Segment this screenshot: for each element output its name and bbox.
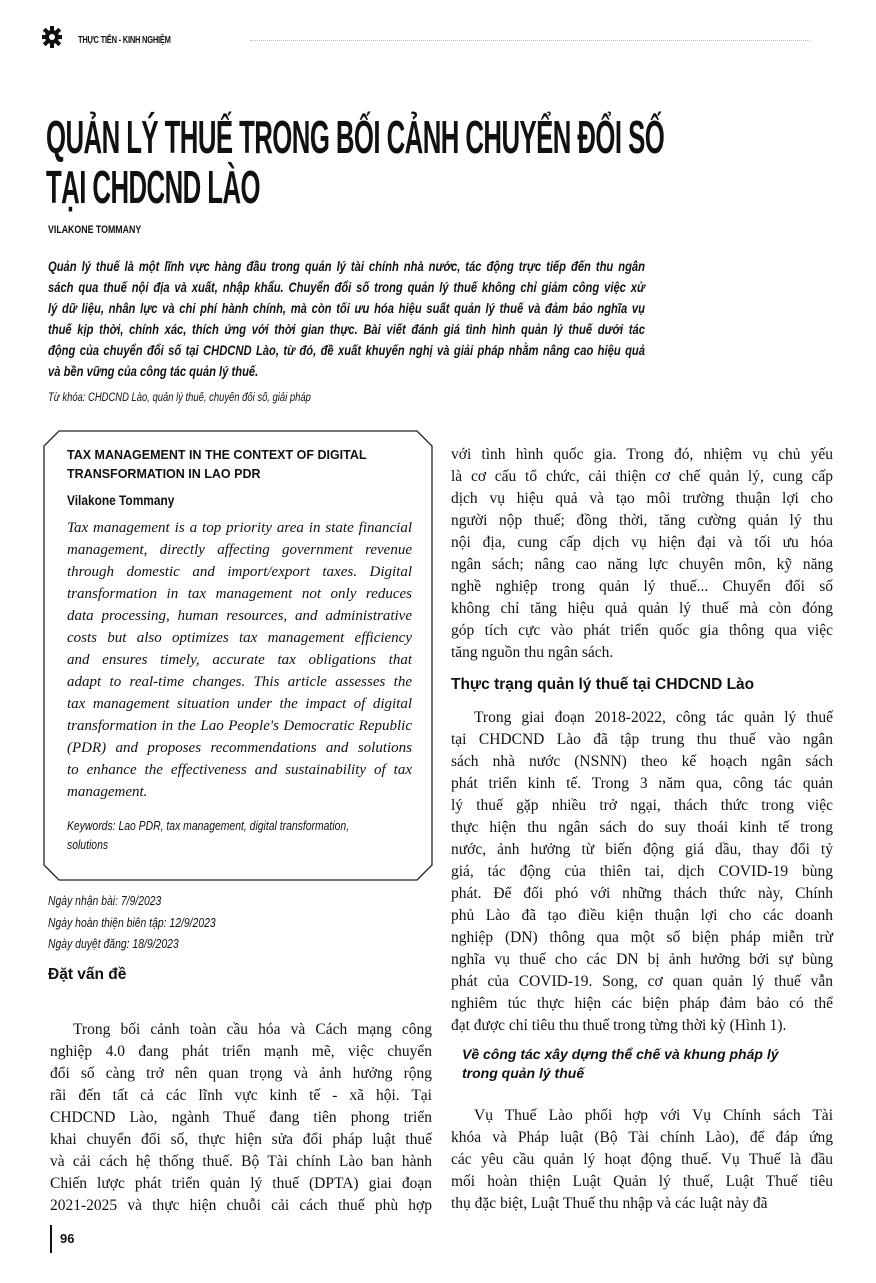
body-line: 2021-2025 và thực hiện chuỗi cải cách thuế phù hợp bbox=[50, 1197, 432, 1214]
section-heading-dat-van-de: Đặt vấn đề bbox=[48, 966, 127, 983]
body-paragraph bbox=[451, 707, 833, 1037]
body-line: Trong bối cảnh toàn cầu hóa và Cách mạng công bbox=[73, 1021, 432, 1038]
body-line: nghề nghiệp trong quản lý thuế... Chuyển đổi số bbox=[451, 578, 833, 595]
english-abstract-line: Tax management is a top priority area in state financial bbox=[67, 520, 412, 536]
page-number: 96 bbox=[60, 1231, 75, 1246]
body-line: nghiêm túc thực hiện các biện pháp đảm bảo có thể bbox=[451, 995, 833, 1012]
body-line: Chiến lược phát triển quản lý thuế (DPTA) giai đoạn bbox=[50, 1175, 432, 1192]
english-abstract-line: transformation in the Lao People's Democratic Republic bbox=[67, 718, 412, 734]
date-line: Ngày nhận bài: 7/9/2023 bbox=[48, 893, 162, 908]
english-title-line: TRANSFORMATION IN LAO PDR bbox=[67, 467, 261, 481]
body-line: phủ Lào đã tạo điều kiện thuận lợi cho các doanh bbox=[451, 907, 833, 924]
english-abstract-line: tax management situation under the impact of digital bbox=[67, 696, 412, 712]
body-line: các yêu cầu quản lý hoạt động thuế. Vụ Thuế là đầu bbox=[451, 1151, 833, 1168]
english-keywords bbox=[67, 816, 397, 854]
english-abstract-line: to enhance the effectiveness and sustainability of tax bbox=[67, 762, 412, 778]
keywords-vi: Từ khóa: CHDCND Lào, quản lý thuế, chuyển đổi số, giải pháp bbox=[48, 392, 311, 404]
english-abstract bbox=[67, 517, 412, 803]
body-line: Trong giai đoạn 2018-2022, công tác quản lý thuế bbox=[474, 709, 833, 726]
english-keywords-line: Keywords: Lao PDR, tax management, digital transformation, bbox=[67, 818, 350, 833]
body-line: phát. Để đối phó với những thách thức này, Chính bbox=[451, 885, 833, 902]
body-line: nghĩa vụ thuế cho các DN bị ảnh hưởng bởi sự bùng bbox=[451, 951, 833, 968]
body-line: ngân sách; nâng cao năng lực chuyên môn, kỹ năng bbox=[451, 556, 833, 573]
body-line: tăng nguồn thu ngân sách. bbox=[451, 644, 614, 661]
abstract-line: sách qua thuế nội địa và xuất, nhập khẩu. Chuyển đổi số trong quản lý thuế không chỉ giảm công việc xử bbox=[48, 279, 645, 295]
header-divider bbox=[250, 40, 810, 41]
body-line: khóa và Pháp luật (Bộ Tài chính Lào), để đáp ứng bbox=[451, 1129, 833, 1146]
body-line: nước, ảnh hưởng từ biến động giá dầu, thay đổi tỷ bbox=[451, 841, 833, 858]
body-line: nghiệp (DN) thông qua một số biện pháp miễn trừ bbox=[451, 929, 833, 946]
gear-logo-icon bbox=[42, 26, 62, 48]
abstract-line: thuế kịp thời, chính xác, thích ứng với thời gian thực. Bài viết đánh giá tình hình quản lý thuế dưới tác bbox=[48, 321, 645, 337]
author-name: VILAKONE TOMMANY bbox=[48, 224, 142, 236]
abstract-line: động của chuyển đổi số tại CHDCND Lào, từ đó, đề xuất khuyến nghị và giải pháp nhằm nâng cao hiệu quả bbox=[48, 342, 645, 358]
date-line: Ngày duyệt đăng: 18/9/2023 bbox=[48, 936, 179, 951]
subheading-line: trong quản lý thuế bbox=[462, 1065, 585, 1081]
abstract-line: lý dữ liệu, nhân lực và chi phí hành chính, mà còn tối ưu hóa hiệu suất quản lý thuế và đảm bảo nghĩa vụ bbox=[48, 300, 645, 316]
section-heading-thuc-trang: Thực trạng quản lý thuế tại CHDCND Lào bbox=[451, 676, 755, 693]
body-line: thực hiện thu ngân sách do suy thoái kinh tế trong bbox=[451, 819, 833, 836]
body-line: mối hoàn thiện Luật Quản lý thuế, Luật Thuế tiêu bbox=[451, 1173, 833, 1190]
body-line: thụ đặc biệt, Luật Thuế thu nhập và các luật này đã bbox=[451, 1195, 768, 1212]
english-abstract-line: data processing, human resources, and administrative bbox=[67, 608, 412, 624]
body-line: khai chuyển đổi số, thực hiện sửa đổi pháp luật thuế bbox=[50, 1131, 432, 1148]
body-line: dịch vụ hiệu quả và tạo môi trường thuận lợi cho bbox=[451, 490, 833, 507]
body-line: người nộp thuế; đồng thời, tăng cường quản lý thu bbox=[451, 512, 833, 529]
english-keywords-line: solutions bbox=[67, 837, 109, 852]
article-dates bbox=[48, 890, 258, 955]
title-line: QUẢN LÝ THUẾ TRONG BỐI CẢNH CHUYỂN ĐỔI SỐ bbox=[46, 111, 665, 163]
article-title bbox=[46, 112, 876, 212]
body-paragraph-continued bbox=[451, 444, 833, 664]
english-abstract-line: and ensures timely, accurate tax obligations that bbox=[67, 652, 412, 668]
abstract-line: Quản lý thuế là một lĩnh vực hàng đầu trong quản lý tài chính nhà nước, tác động trực tiếp đến thu ngân bbox=[48, 258, 645, 274]
english-abstract-line: costs but also optimizes tax management efficiency bbox=[67, 630, 412, 646]
english-title-line: TAX MANAGEMENT IN THE CONTEXT OF DIGITAL bbox=[67, 448, 367, 462]
body-line: nghiệp 4.0 đang phát triển mạnh mẽ, việc chuyển bbox=[50, 1043, 432, 1060]
body-line: không chỉ tăng hiệu quả quản lý thuế mà còn đóng bbox=[451, 600, 833, 617]
body-line: góp tích cực vào phát triển quốc gia thông qua việc bbox=[451, 622, 833, 639]
body-line: là cơ cấu tổ chức, cải thiện cơ chế quản lý, cung cấp bbox=[451, 468, 833, 485]
title-line: TẠI CHDCND LÀO bbox=[46, 161, 260, 213]
body-line: Vụ Thuế Lào phối hợp với Vụ Chính sách Tài bbox=[474, 1107, 833, 1124]
section-label: THỰC TIỄN - KINH NGHIỆM bbox=[78, 35, 171, 46]
body-line: và cải cách hệ thống thuế. Bộ Tài chính Lào ban hành bbox=[50, 1153, 432, 1170]
english-abstract-line: adapt to real-time changes. This article assesses the bbox=[67, 674, 412, 690]
english-abstract-line: through domestic and import/export taxes. Digital bbox=[67, 564, 412, 580]
body-line: sách nhà nước (NSNN) theo kế hoạch ngân sách bbox=[451, 753, 833, 770]
body-paragraph bbox=[50, 1019, 432, 1217]
page-number-bar bbox=[50, 1225, 52, 1253]
subheading bbox=[462, 1045, 779, 1083]
body-line: giá, tác động của thiên tai, dịch COVID-19 bùng bbox=[451, 863, 833, 880]
body-line: với tình hình quốc gia. Trong đó, nhiệm vụ chủ yếu bbox=[451, 446, 833, 463]
english-title bbox=[67, 446, 367, 484]
english-author: Vilakone Tommany bbox=[67, 492, 175, 508]
english-abstract-line: transformation in tax management not only reduces bbox=[67, 586, 412, 602]
body-line: CHDCND Lào, ngành Thuế đang tiên phong triển bbox=[50, 1109, 432, 1126]
body-line: tại CHDCND Lào đã tập trung thu thuế vào ngân bbox=[451, 731, 833, 748]
body-line: lý thuế gặp nhiều trở ngại, thách thức trong việc bbox=[451, 797, 833, 814]
body-line: phát của COVID-19. Song, cơ quan quản lý thuế vẫn bbox=[451, 973, 833, 990]
body-line: đổi số càng trở nên quan trọng và ảnh hưởng rộng bbox=[50, 1065, 432, 1082]
english-abstract-line: (PDR) and proposes recommendations and solutions bbox=[67, 740, 412, 756]
english-abstract-line: management. bbox=[67, 784, 148, 800]
subheading-line: Về công tác xây dựng thể chế và khung pháp lý bbox=[462, 1046, 779, 1062]
body-line: nội địa, cung cấp dịch vụ hiện đại và tối ưu hóa bbox=[451, 534, 833, 551]
body-paragraph bbox=[451, 1105, 833, 1215]
abstract-line: và bền vững của công tác quản lý thuế. bbox=[48, 363, 259, 379]
body-line: đạt được chỉ tiêu thu thuế trong từng thời kỳ (Hình 1). bbox=[451, 1017, 787, 1034]
body-line: rãi đến tất cả các lĩnh vực kinh tế - xã hội. Tại bbox=[50, 1087, 432, 1104]
body-line: phát triển kinh tế. Trong 3 năm qua, công tác quản bbox=[451, 775, 833, 792]
date-line: Ngày hoàn thiện biên tập: 12/9/2023 bbox=[48, 914, 216, 930]
abstract-vi bbox=[48, 256, 645, 382]
english-abstract-line: management, directly affecting government revenue bbox=[67, 542, 412, 558]
